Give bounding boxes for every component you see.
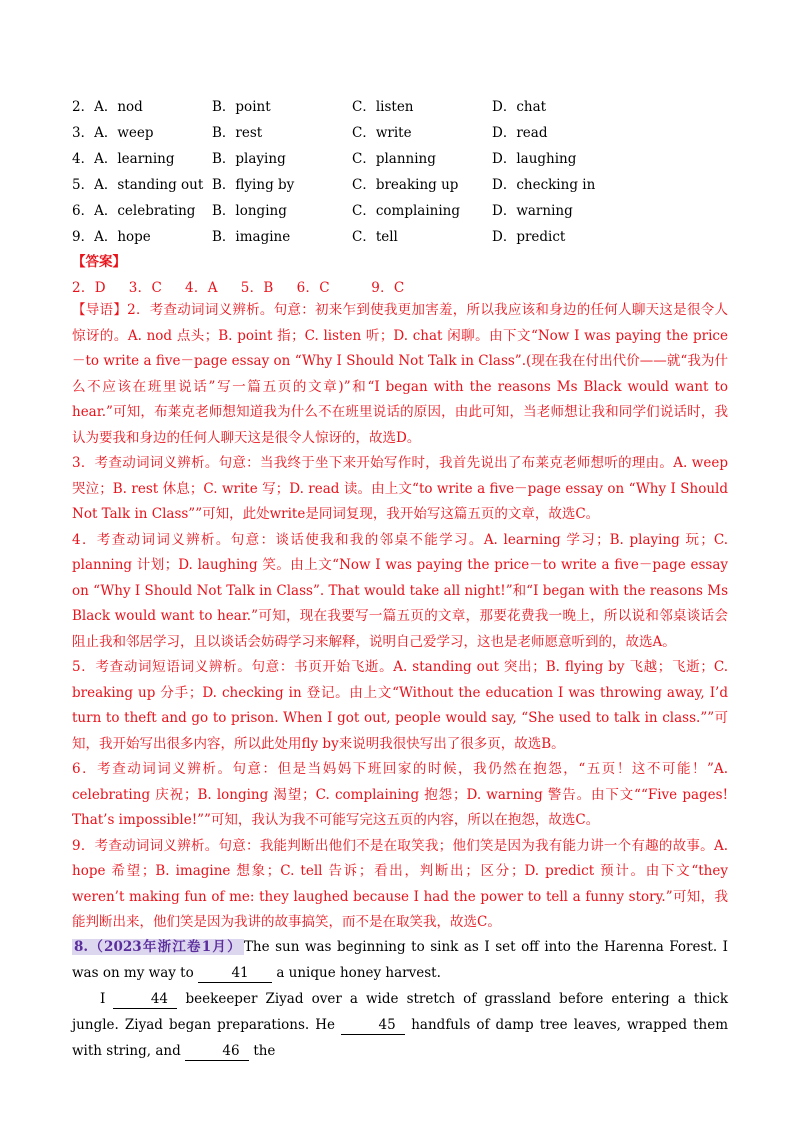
option-b: B．longing — [212, 203, 287, 219]
explanation-9: 9．考查动词词义辨析。句意：我能判断出他们不是在取笑我；他们笑是因为我有能力讲一个有趣的故事。A. hope 希望；B. imagine 想象；C. tell 告诉；看出，判断出；区分；D. predict 预计。由下文“they weren’t making fun of me: they laughed because I had the power to tell a funny story.”可知，我能判断出来，他们笑是因为我讲的故事搞笑，而不是在取笑我，故选C。 — [72, 837, 728, 930]
blank-45: 45 — [341, 1016, 405, 1035]
question-source-tag: 8.（2023年浙江卷1月） — [74, 939, 242, 955]
option-c: C．complaining — [352, 203, 460, 219]
q8-text: a unique honey harvest. — [276, 965, 441, 981]
option-c: C．planning — [352, 151, 436, 167]
option-b: B．rest — [212, 125, 263, 141]
option-a: 4．A．learning — [72, 151, 175, 167]
options-table — [72, 94, 712, 250]
option-b: B．flying by — [212, 177, 295, 193]
blank-46: 46 — [185, 1042, 249, 1061]
option-a: 3．A．weep — [72, 125, 154, 141]
explanation-4: 4．考查动词词义辨析。句意：谈话使我和我的邻桌不能学习。A. learning 学习；B. playing 玩；C. planning 计划；D. laughing 笑。由上文“Now I was paying the price－to write a five－page essay on “Why I Should Not Talk in Class”. That would take all night!”和“I began with the reasons Ms Black would want to hear.”可知，现在我要写一篇五页的文章，那要花费我一晚上，所以说和邻桌谈话会阻止我和邻居学习，且以谈话会妨碍学习来解释，说明自己爱学习，这也是老师愿意听到的，故选A。 — [72, 531, 728, 650]
option-b: B．imagine — [212, 229, 291, 245]
option-row — [72, 146, 712, 172]
option-b: B．playing — [212, 151, 286, 167]
answer-label: 【答案】 — [72, 254, 126, 270]
option-row — [72, 172, 712, 198]
blank-44: 44 — [113, 990, 177, 1009]
option-a: 9．A．hope — [72, 229, 151, 245]
option-row — [72, 198, 712, 224]
question-8-intro — [72, 934, 728, 986]
blank-41: 41 — [208, 964, 272, 983]
explanation-3: 3．考查动词词义辨析。句意：当我终于坐下来开始写作时，我首先说出了布莱克老师想听的理由。A. weep 哭泣；B. rest 休息；C. write 写；D. read 读。由上文“to write a five－page essay on “Why I Should Not Talk in Class””可知，此处write是同词复现，我开始写这篇五页的文章，故选C。 — [72, 455, 728, 522]
option-d: D．checking in — [492, 177, 596, 193]
option-row — [72, 120, 712, 146]
option-a: 5．A．standing out — [72, 177, 204, 193]
option-b: B．point — [212, 99, 271, 115]
explanation-2: 【导语】2．考查动词词义辨析。句意：初来乍到使我更加害羞，所以我应该和身边的任何人聊天这是很令人惊讶的。A. nod 点头；B. point 指；C. listen 听；D. chat 闲聊。由下文“Now I was paying the price－to write a five－page essay on “Why I Should Not Talk in Class”.(现在我在付出代价——就“我为什么不应该在班里说话”写一篇五页的文章)”和“I began with the reasons Ms Black would want to hear.”可知，布莱克老师想知道我为什么不在班里说话的原因，由此可知，当老师想让我和同学们说话时，我认为要我和身边的任何人聊天这是很令人惊讶的，故选D。 — [72, 302, 728, 446]
q8-text: The sun was beginning to sink as I set off into the Harenna Forest. I was on my way to — [72, 939, 728, 981]
q8-text: the — [253, 1043, 276, 1059]
option-row — [72, 224, 712, 250]
option-row — [72, 94, 712, 120]
explanation-5: 5．考查动词短语词义辨析。句意：书页开始飞逝。A. standing out 突出；B. flying by 飞越；飞逝；C. breaking up 分手；D. checking in 登记。由上文“Without the education I was throwing away, I’d turn to theft and go to prison. When I got out, people would say, “She used to talk in class.””可知，我开始写出很多内容，所以此处用fly by来说明我很快写出了很多页，故选B。 — [72, 659, 728, 752]
explanation-6: 6．考查动词词义辨析。句意：但是当妈妈下班回家的时候，我仍然在抱怨，“五页！这不可能！”A. celebrating 庆祝；B. longing 渴望；C. complaining 抱怨；D. warning 警告。由下文““Five pages! That’s impossible!””可知，我认为我不可能写完这五页的内容，所以在抱怨，故选C。 — [72, 761, 728, 828]
answer-line: 2．D 3．C 4．A 5．B 6．C 9．C — [72, 280, 405, 296]
question-8-paragraph — [72, 986, 728, 1064]
blank-spacer — [198, 964, 208, 983]
option-a: 2．A．nod — [72, 99, 143, 115]
option-c: C．tell — [352, 229, 398, 245]
question-8 — [72, 934, 728, 1064]
option-c: C．breaking up — [352, 177, 459, 193]
option-c: C．listen — [352, 99, 414, 115]
q8-text: I — [100, 991, 106, 1007]
option-d: D．read — [492, 125, 548, 141]
option-d: D．laughing — [492, 151, 577, 167]
q8-text: handfuls of damp tree leaves, wrapped them with string, and — [72, 1017, 728, 1059]
option-c: C．write — [352, 125, 412, 141]
option-d: D．warning — [492, 203, 573, 219]
option-d: D．predict — [492, 229, 566, 245]
explanation-block — [72, 298, 728, 936]
option-a: 6．A．celebrating — [72, 203, 196, 219]
q8-text: beekeeper Ziyad over a wide stretch of grassland before entering a thick jungle. Ziyad began preparations. He — [72, 991, 729, 1033]
option-d: D．chat — [492, 99, 547, 115]
